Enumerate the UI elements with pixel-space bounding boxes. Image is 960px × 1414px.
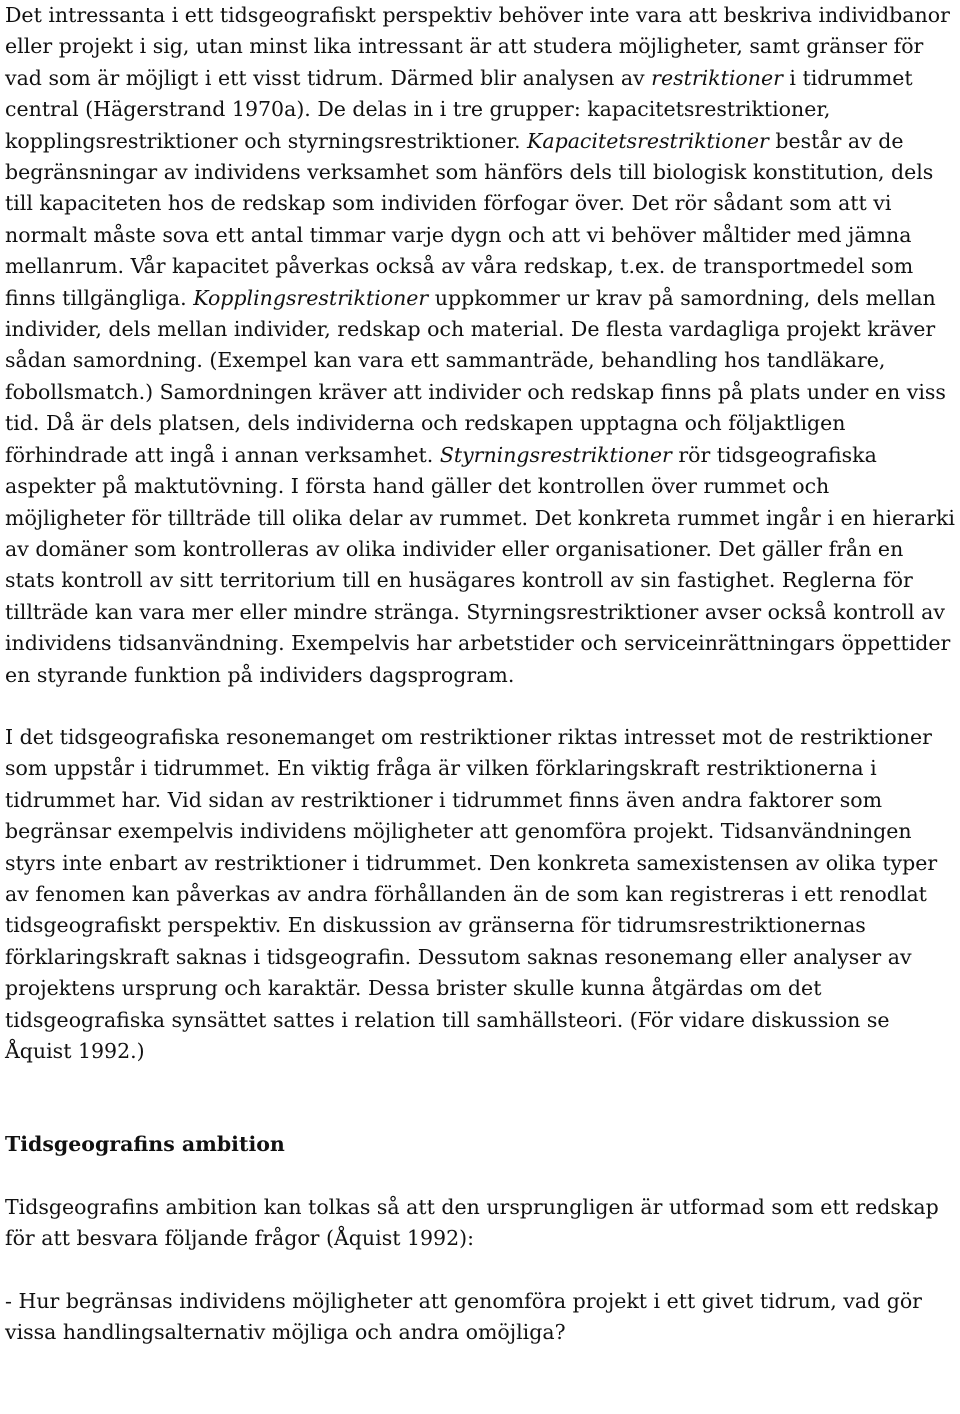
paragraph-text: Det intressanta i ett tidsgeografiskt perspektiv behöver inte vara att beskriva individbanor eller projekt i sig, utan minst lika intressant är att studera möjligheter, samt gränser för vad som är möjligt i ett visst tidrum. Därmed blir analysen av	[5, 3, 950, 90]
paragraph-restrictions	[5, 0, 955, 691]
paragraph-question: - Hur begränsas individens möjligheter att genomföra projekt i ett givet tidrum, vad gör vissa handlingsalternativ möjliga och andra omöjliga?	[5, 1288, 922, 1345]
paragraph-discussion: I det tidsgeografiska resonemanget om restriktioner riktas intresset mot de restriktioner som uppstår i tidrummet. En viktig fråga är vilken förklaringskraft restriktionerna i tidrummet har. Vid sidan av restriktioner i tidrummet finns även andra faktorer som begränsar exempelvis individens möjligheter att genomföra projekt. Tidsanvändningen styrs inte enbart av restriktioner i tidrummet. Den konkreta samexistensen av olika typer av fenomen kan påverkas av andra förhållanden än de som kan registreras i ett renodlat tidsgeografiskt perspektiv. En diskussion av gränserna för tidrumsrestriktionernas förklaringskraft saknas i tidsgeografin. Dessutom saknas resonemang eller analyser av projektens ursprung och karaktär. Dessa brister skulle kunna åtgärdas om det tidsgeografiska synsättet sattes i relation till samhällsteori. (För vidare diskussion se Åquist 1992.)	[5, 724, 938, 1063]
emphasis-styrningsrestriktioner: Styrningsrestriktioner	[439, 442, 672, 467]
document-page	[5, 0, 955, 1348]
paragraph-text: i tidrummet central (Hägerstrand 1970a). De delas in i tre grupper: kapacitetsrestriktioner, kopplingsrestriktioner och styrningsrestriktioner.	[5, 65, 913, 153]
paragraph-text: uppkommer ur krav på samordning, dels mellan individer, dels mellan individer, redskap och material. De flesta vardagliga projekt kräver sådan samordning. (Exempel kan vara ett sammanträde, behandling hos tandläkare, fobollsmatch.) Samordningen kräver att individer och redskap finns på plats under en viss tid. Då är dels platsen, dels individerna och redskapen upptagna och följaktligen förhindrade att ingå i annan verksamhet.	[5, 285, 946, 467]
emphasis-restriktioner: restriktioner	[651, 65, 783, 90]
paragraph-text: rör tidsgeografiska aspekter på maktutövning. I första hand gäller det kontrollen över rummet och möjligheter för tillträde till olika delar av rummet. Det konkreta rummet ingår i en hierarki av domäner som kontrolleras av olika individer eller organisationer. Det gäller från en stats kontroll av sitt territorium till en husägares kontroll av sin fastighet. Reglerna för tillträde kan vara mer eller mindre stränga. Styrningsrestriktioner avser också kontroll av individens tidsanvändning. Exempelvis har arbetstider och serviceinrättningars öppettider en styrande funktion på individers dagsprogram.	[5, 442, 955, 687]
paragraph-text: består av de begränsningar av individens verksamhet som hänförs dels till biologisk konstitution, dels till kapaciteten hos de redskap som individen förfogar över. Det rör sådant som att vi normalt måste sova ett antal timmar varje dygn och att vi behöver måltider med jämna mellanrum. Vår kapacitet påverkas också av våra redskap, t.ex. de transportmedel som finns tillgängliga.	[5, 128, 934, 310]
emphasis-kapacitetsrestriktioner: Kapacitetsrestriktioner	[527, 128, 769, 153]
section-heading: Tidsgeografins ambition	[5, 1132, 285, 1157]
paragraph-ambition: Tidsgeografins ambition kan tolkas så att den ursprungligen är utformad som ett redskap för att besvara följande frågor (Åquist 1992):	[5, 1194, 939, 1251]
emphasis-kopplingsrestriktioner: Kopplingsrestriktioner	[193, 285, 429, 310]
